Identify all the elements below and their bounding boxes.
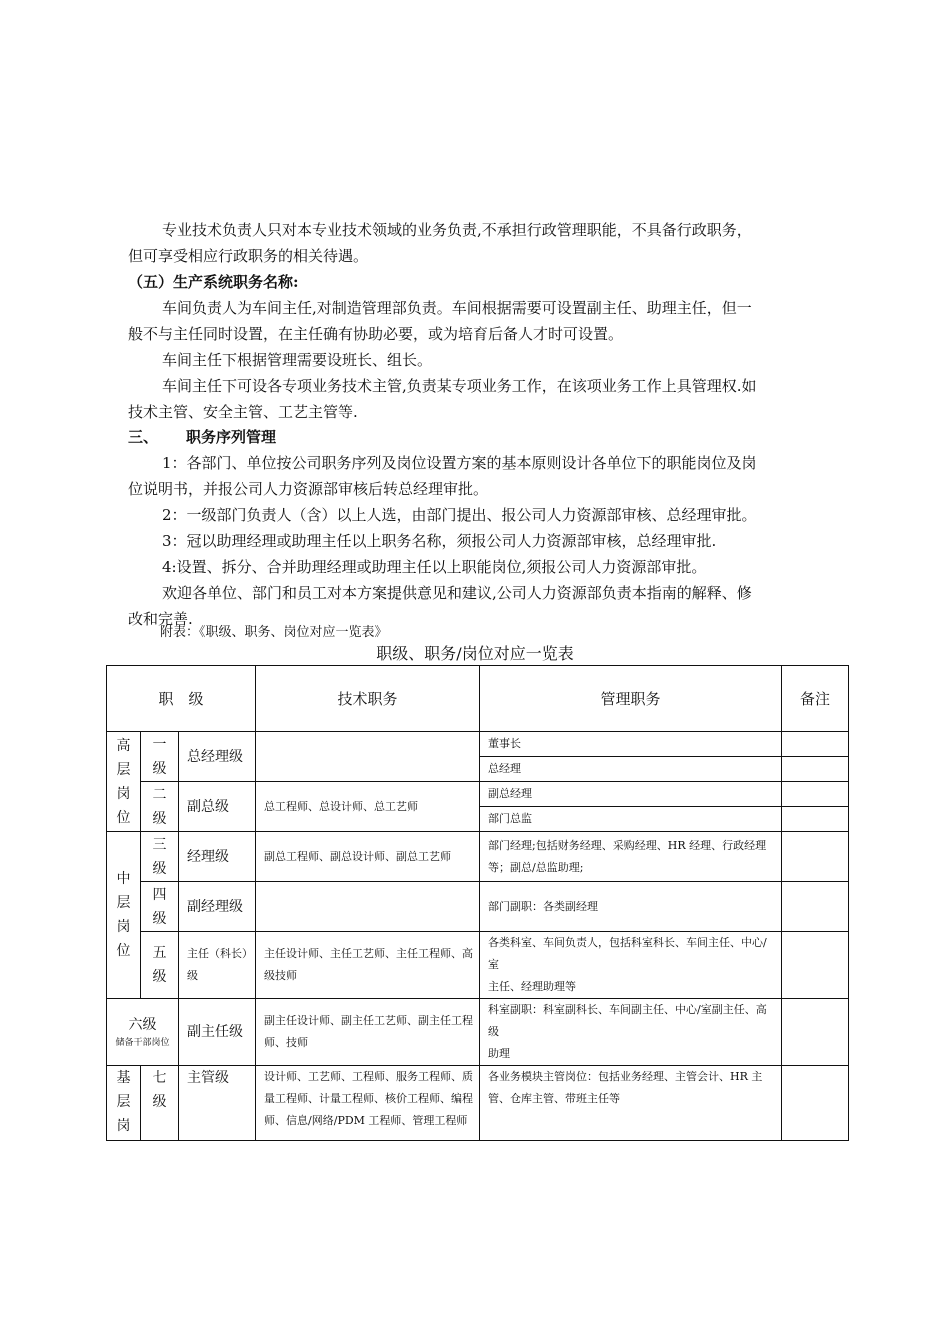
grade-name: 总经理级 <box>179 732 256 782</box>
grade-char: 级 <box>152 910 167 927</box>
mgmt-cell: 部门副职：各类副经理 <box>480 882 782 932</box>
header-note: 备注 <box>782 666 849 732</box>
group-char: 层 <box>116 761 131 778</box>
group-high <box>107 732 141 832</box>
grade-name: 副主任级 <box>179 999 256 1066</box>
grade-char: 一 <box>152 736 167 753</box>
header-mgmt: 管理职务 <box>480 666 782 732</box>
intro-line-1: 专业技术负责人只对本专业技术领域的业务负责,不承担行政管理职能，不具备行政职务， <box>162 221 752 239</box>
table-row <box>107 1066 849 1141</box>
rule-3: 3：冠以助理经理或助理主任以上职务名称，须报公司人力资源部审核，总经理审批. <box>162 532 717 550</box>
closing-line-2: 改和完善. <box>128 610 193 628</box>
section-5-para-1b: 般不与主任同时设置，在主任确有协助必要，或为培育后备人才时可设置。 <box>128 325 624 343</box>
grade-name: 副经理级 <box>179 882 256 932</box>
section-5-para-3b: 技术主管、安全主管、工艺主管等. <box>128 403 358 421</box>
section-3-title: 职务序列管理 <box>186 428 277 446</box>
group-char: 岗 <box>116 785 131 802</box>
mgmt-line: 各类科室、车间负责人，包括科室科长、车间主任、中心/室 <box>488 936 767 971</box>
table-row <box>107 999 849 1066</box>
note-cell <box>782 882 849 932</box>
grade-char: 七 <box>152 1070 167 1086</box>
tech-line: 师、信息/网络/PDM 工程师、管理工程师 <box>264 1114 468 1127</box>
group-char: 中 <box>116 871 131 887</box>
grade-char: 五 <box>152 945 167 961</box>
grade-note: 储备干部岗位 <box>115 1038 170 1048</box>
header-tech: 技术职务 <box>256 666 480 732</box>
grade-char: 四 <box>152 886 167 903</box>
grade-label: 六级 <box>128 1017 157 1033</box>
rule-1b: 位说明书，并报公司人力资源部审核后转总经理审批。 <box>128 480 489 498</box>
grade-char: 级 <box>152 810 167 827</box>
grade-position-table <box>106 665 849 1141</box>
grade-char: 二 <box>152 786 167 803</box>
grade-name <box>179 932 256 999</box>
table-row <box>107 782 849 807</box>
tech-line: 师、技师 <box>264 1036 309 1049</box>
group-char: 层 <box>116 895 131 911</box>
tech-cell: 总工程师、总设计师、总工艺师 <box>256 782 480 832</box>
grade-name: 主管级 <box>179 1066 256 1141</box>
mgmt-line: 科室副职：科室副科长、车间副主任、中心/室副主任、高级 <box>488 1003 767 1038</box>
mgmt-cell <box>480 1066 782 1141</box>
grade-char: 级 <box>152 760 167 777</box>
section-5-para-1a: 车间负责人为车间主任,对制造管理部负责。车间根据需要可设置副主任、助理主任，但一 <box>162 299 752 317</box>
mgmt-cell <box>480 999 782 1066</box>
table-row <box>107 882 849 932</box>
grade-char: 三 <box>152 836 167 853</box>
note-cell <box>782 932 849 999</box>
grade-cell <box>141 882 179 932</box>
grade-name-line: 主任（科长） <box>187 947 253 960</box>
table-row <box>107 832 849 882</box>
grade-cell <box>141 732 179 782</box>
rule-2: 2：一级部门负责人（含）以上人选，由部门提出、报公司人力资源部审核、总经理审批。 <box>162 506 757 524</box>
mgmt-cell: 副总经理 <box>480 782 782 807</box>
mgmt-line: 等；副总/总监助理; <box>488 860 584 874</box>
mgmt-cell <box>480 832 782 882</box>
section-5-para-2: 车间主任下根据管理需要设班长、组长。 <box>162 351 433 369</box>
group-char: 位 <box>116 943 131 959</box>
tech-line: 量工程师、计量工程师、核价工程师、编程 <box>264 1092 474 1105</box>
mgmt-line: 主任、经理助理等 <box>488 980 577 993</box>
grade-name: 经理级 <box>179 832 256 882</box>
group-base <box>107 1066 141 1141</box>
mgmt-cell: 总经理 <box>480 757 782 782</box>
grade-cell <box>141 932 179 999</box>
mgmt-line: 管、仓库主管、带班主任等 <box>488 1092 621 1105</box>
table-row <box>107 932 849 999</box>
tech-cell <box>256 732 480 782</box>
tech-cell: 副总工程师、副总设计师、副总工艺师 <box>256 832 480 882</box>
grade-name-line: 级 <box>187 969 198 982</box>
grade-char: 级 <box>152 860 167 877</box>
mgmt-cell: 部门总监 <box>480 807 782 832</box>
group-char: 岗 <box>116 919 131 935</box>
mgmt-line: 助理 <box>488 1047 511 1060</box>
tech-cell <box>256 999 480 1066</box>
mgmt-line: 部门经理;包括财务经理、采购经理、HR 经理、行政经理 <box>488 838 767 852</box>
mgmt-cell: 董事长 <box>480 732 782 757</box>
mgmt-line: 各业务模块主管岗位：包括业务经理、主管会计、HR 主 <box>488 1070 763 1083</box>
group-char: 位 <box>116 809 131 826</box>
note-cell <box>782 1066 849 1141</box>
rule-4: 4:设置、拆分、合并助理经理或助理主任以上职能岗位,须报公司人力资源部审批。 <box>162 558 707 576</box>
note-cell <box>782 832 849 882</box>
mgmt-cell <box>480 932 782 999</box>
section-3-number: 三、 <box>128 428 159 446</box>
note-cell <box>782 732 849 757</box>
section-5-heading: （五）生产系统职务名称: <box>128 273 299 291</box>
grade-name: 副总级 <box>179 782 256 832</box>
tech-cell <box>256 1066 480 1141</box>
grade-cell <box>141 782 179 832</box>
note-cell <box>782 782 849 807</box>
tech-cell <box>256 882 480 932</box>
tech-line: 级技师 <box>264 969 298 982</box>
grade-char: 级 <box>152 969 167 985</box>
rule-1a: 1：各部门、单位按公司职务序列及岗位设置方案的基本原则设计各单位下的职能岗位及岗 <box>162 454 757 472</box>
grade-cell <box>141 832 179 882</box>
group-char: 基 <box>116 1070 131 1086</box>
closing-line-1: 欢迎各单位、部门和员工对本方案提供意见和建议,公司人力资源部负责本指南的解释、修 <box>162 584 752 602</box>
grade-cell <box>107 999 179 1066</box>
note-cell <box>782 807 849 832</box>
intro-line-2: 但可享受相应行政职务的相关待遇。 <box>128 247 369 265</box>
table-header-row <box>107 666 849 732</box>
section-5-para-3a: 车间主任下可设各专项业务技术主管,负责某专项业务工作，在该项业务工作上具管理权.如 <box>162 377 757 395</box>
group-mid <box>107 832 141 999</box>
table-row <box>107 732 849 757</box>
group-char: 岗 <box>116 1118 131 1134</box>
tech-cell <box>256 932 480 999</box>
tech-line: 主任设计师、主任工艺师、主任工程师、高 <box>264 947 474 960</box>
note-cell <box>782 757 849 782</box>
appendix-note: 附表：《职级、职务、岗位对应一览表》 <box>160 625 388 640</box>
tech-line: 副主任设计师、副主任工艺师、副主任工程 <box>264 1014 474 1027</box>
group-char: 高 <box>116 737 131 754</box>
grade-char: 级 <box>152 1094 167 1110</box>
tech-line: 设计师、工艺师、工程师、服务工程师、质 <box>264 1070 474 1083</box>
group-char: 层 <box>116 1094 131 1110</box>
grade-cell <box>141 1066 179 1141</box>
header-level: 职 级 <box>107 666 256 732</box>
note-cell <box>782 999 849 1066</box>
table-caption: 职级、职务/岗位对应一览表 <box>376 644 574 663</box>
